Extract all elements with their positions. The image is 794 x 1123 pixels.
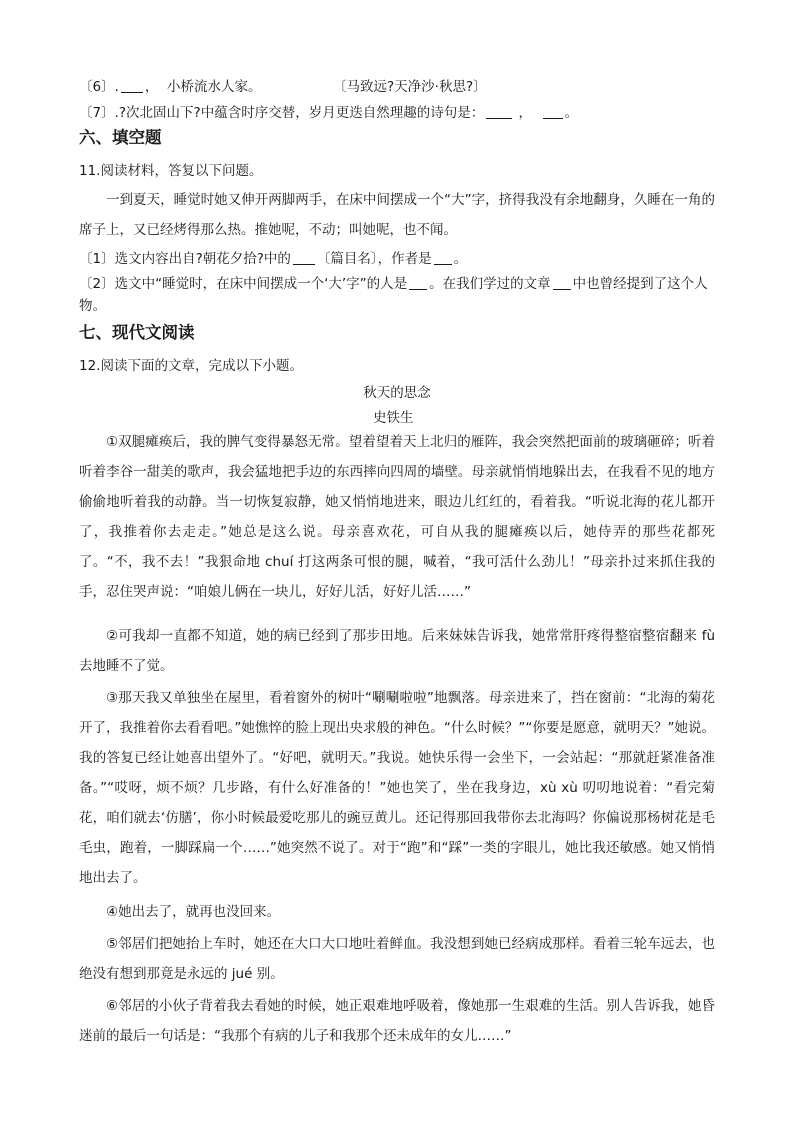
- q7-blank-1[interactable]: [486, 104, 512, 119]
- q7-end: 。: [564, 105, 579, 121]
- article-paragraph-5: ⑤邻居们把她抬上车时，她还在大口大口地吐着鲜血。我没想到她已经病成那样。看着三轮车远去，也绝没有想到那竟是永远的 jué 别。: [79, 936, 715, 982]
- article-paragraph-3: ③那天我又单独坐在屋里，看着窗外的树叶“唰唰啦啦”地飘落。母亲进来了，挡在窗前：“北海的菊花开了，我推着你去看看吧。”她憔悴的脸上现出央求般的神色。“什么时候？”“你要是愿意，就明天？”她说。我的答复已经让她喜出望外了。“好吧，就明天。”我说。她快乐得一会坐下，一会站起：“那就赶紧准备准备。”“哎呀，烦不烦？几步路，有什么好准备的！”她也笑了，坐在我身边，xù xù 叨叨地说着：“看完菊花，咱们就去‘仿膳’，你小时候最爱吃那儿的豌豆黄儿。还记得那回我带你去北海吗？你偏说那杨树花是毛毛虫，跑着，一脚踩扁一个……”她突然不说了。对于“跑”和“踩”一类的字眼儿，她比我还敏感。她又悄悄地出去了。: [79, 690, 715, 886]
- q11-sub1-text-b: 〔篇目名〕，作者是: [316, 251, 432, 267]
- q11-sub1: [79, 249, 467, 269]
- q6-blank[interactable]: [121, 78, 143, 93]
- q11-sub2: [79, 273, 719, 317]
- q7-blank-2[interactable]: [543, 104, 563, 119]
- q11-sub1-text-a: 〔1〕选文内容出自?朝花夕拾?中的: [79, 251, 291, 267]
- article-author: 史铁生: [373, 410, 414, 426]
- question-7-line: [79, 103, 578, 123]
- q11-sub1-text-c: 。: [453, 251, 468, 267]
- q11-sub2-text-b: 。在我们学过的文章: [429, 276, 551, 292]
- section-6-title: 六、填空题: [79, 128, 162, 147]
- q6-comma: ，: [144, 79, 159, 95]
- q12-stem: 12.阅读下面的文章，完成以下小题。: [79, 358, 303, 374]
- q11-sub2-text-c: 中也曾经提到了这个人物。: [79, 276, 708, 314]
- question-6-line: [79, 77, 261, 97]
- q7-mid: ，: [518, 105, 533, 121]
- q11-sub1-blank-1[interactable]: [293, 250, 315, 265]
- q11-sub1-blank-2[interactable]: [434, 250, 452, 265]
- q7-prefix: 〔7〕.?次北固山下?中蕴含时序交替，岁月更迭自然理趣的诗句是：: [79, 105, 485, 121]
- section-7-title: 七、现代文阅读: [79, 323, 195, 342]
- article-paragraph-4: ④她出去了，就再也没回来。: [106, 904, 281, 920]
- q11-sub2-blank-2[interactable]: [553, 275, 571, 290]
- q11-sub2-text-a: 〔2〕选文中“睡觉时，在床中间摆成一个‘大’字”的人是: [79, 276, 408, 292]
- q11-stem: 11.阅读材料，答复以下问题。: [79, 163, 263, 179]
- q6-text: 小桥流水人家。: [166, 79, 262, 95]
- article-paragraph-1: ①双腿瘫痪后，我的脾气变得暴怒无常。望着望着天上北归的雁阵，我会突然把面前的玻璃砸碎；听着听着李谷一甜美的歌声，我会猛地把手边的东西摔向四周的墙壁。母亲就悄悄地躲出去，在我看不见的地方偷偷地听着我的动静。当一切恢复寂静，她又悄悄地进来，眼边儿红红的，看着我。“听说北海的花儿都开了，我推着你去走走。”她总是这么说。母亲喜欢花，可自从我的腿瘫痪以后，她侍弄的那些花都死了。“不，我不去！”我狠命地 chuí 打这两条可恨的腿，喊着，“我可活什么劲儿！”母亲扑过来抓住我的手，忍住哭声说：“咱娘儿俩在一块儿，好好儿活，好好儿活……”: [79, 434, 715, 600]
- q6-source: 〔马致远?天净沙·秋思?〕: [333, 79, 487, 95]
- article-paragraph-2: ②可我却一直都不知道，她的病已经到了那步田地。后来妹妹告诉我，她常常肝疼得整宿整宿翻来 fù 去地睡不了觉。: [79, 628, 715, 674]
- article-title: 秋天的思念: [363, 385, 431, 401]
- q6-prefix: 〔6〕.: [79, 79, 119, 95]
- q11-passage: 一到夏天，睡觉时她又伸开两脚两手，在床中间摆成一个“大”字，挤得我没有余地翻身，久睡在一角的席子上，又已经烤得那么热。推她呢，不动；叫她呢，也不闻。: [79, 192, 715, 238]
- article-paragraph-6: ⑥邻居的小伙子背着我去看她的时候，她正艰难地呼吸着，像她那一生艰难的生活。别人告诉我，她昏迷前的最后一句话是：“我那个有病的儿子和我那个还未成年的女儿……”: [79, 998, 715, 1044]
- q11-sub2-blank-1[interactable]: [409, 275, 427, 290]
